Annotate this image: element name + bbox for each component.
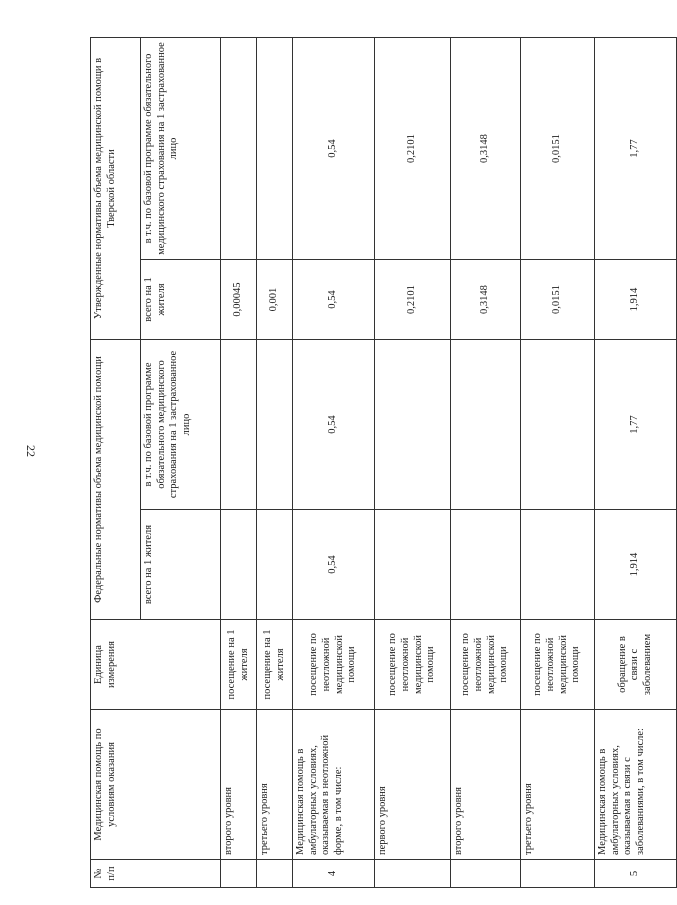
page-number: 22 [24,445,38,457]
row-care: второго уровня [221,710,257,860]
row-fed-oms [221,340,257,510]
header-fed-oms: в т.ч. по базовой программе обязательного медицинского страхования на 1 застрахованное лицо [141,340,221,510]
row-appr-total: 1,914 [595,260,677,340]
row-unit: посещение по неотложной медицинской помощи [375,620,451,710]
row-fed-total [257,510,293,620]
row-num: 5 [595,860,677,888]
row-unit: посещение по неотложной медицинской помощи [451,620,521,710]
row-care: третьего уровня [257,710,293,860]
row-unit: посещение по неотложной медицинской помощи [521,620,595,710]
header-appr-oms: в т.ч. по базовой программе обязательного медицинского страхования на 1 застрахованное лицо [141,37,221,259]
table-row [595,37,677,887]
row-fed-total [375,510,451,620]
table-row [451,37,521,887]
row-appr-total: 0,0151 [521,260,595,340]
row-appr-total: 0,001 [257,260,293,340]
row-fed-total: 0,54 [293,510,375,620]
row-appr-total: 0,00045 [221,260,257,340]
header-num: № п/п [91,860,221,888]
row-num [451,860,521,888]
norms-table [90,37,677,888]
row-fed-total [221,510,257,620]
row-fed-oms [375,340,451,510]
row-fed-total [451,510,521,620]
row-fed-total [521,510,595,620]
row-appr-oms: 0,0151 [521,37,595,259]
row-care: первого уровня [375,710,451,860]
row-num [221,860,257,888]
row-num: 4 [293,860,375,888]
row-appr-oms: 0,2101 [375,37,451,259]
row-fed-oms: 1,77 [595,340,677,510]
row-num [521,860,595,888]
row-appr-total: 0,3148 [451,260,521,340]
row-fed-oms [521,340,595,510]
table-row [293,37,375,887]
header-approved-norms: Утвержденные нормативы объема медицинской помощи в Тверской области [91,37,141,339]
header-appr-per-resident: всего на 1 жителя [141,260,221,340]
row-appr-oms: 0,3148 [451,37,521,259]
table-row [375,37,451,887]
row-appr-oms [221,37,257,259]
row-num [375,860,451,888]
header-care-type: Медицинская помощь по условиям оказания [91,710,221,860]
row-fed-oms: 0,54 [293,340,375,510]
row-appr-total: 0,54 [293,260,375,340]
row-appr-oms [257,37,293,259]
row-unit: обращение в связи с заболеванием [595,620,677,710]
row-appr-oms: 1,77 [595,37,677,259]
row-num [257,860,293,888]
header-unit: Единица измерения [91,620,221,710]
row-care: Медицинская помощь в амбулаторных условиях, оказываемая в связи с заболеваниями, в том числе: [595,710,677,860]
table-row [257,37,293,887]
row-care: третьего уровня [521,710,595,860]
row-unit: посещение на 1 жителя [221,620,257,710]
row-care: второго уровня [451,710,521,860]
row-unit: посещение по неотложной медицинской помощи [293,620,375,710]
row-care: Медицинская помощь в амбулаторных условиях, оказываемая в неотложной форме, в том числе: [293,710,375,860]
row-fed-oms [257,340,293,510]
row-fed-oms [451,340,521,510]
rotated-table-wrapper [90,38,653,888]
row-appr-oms: 0,54 [293,37,375,259]
row-fed-total: 1,914 [595,510,677,620]
row-unit: посещение на 1 жителя [257,620,293,710]
header-fed-per-resident: всего на 1 жителя [141,510,221,620]
row-appr-total: 0,2101 [375,260,451,340]
table-row [221,37,257,887]
table-row [521,37,595,887]
header-federal-norms: Федеральные нормативы объема медицинской помощи [91,340,141,620]
